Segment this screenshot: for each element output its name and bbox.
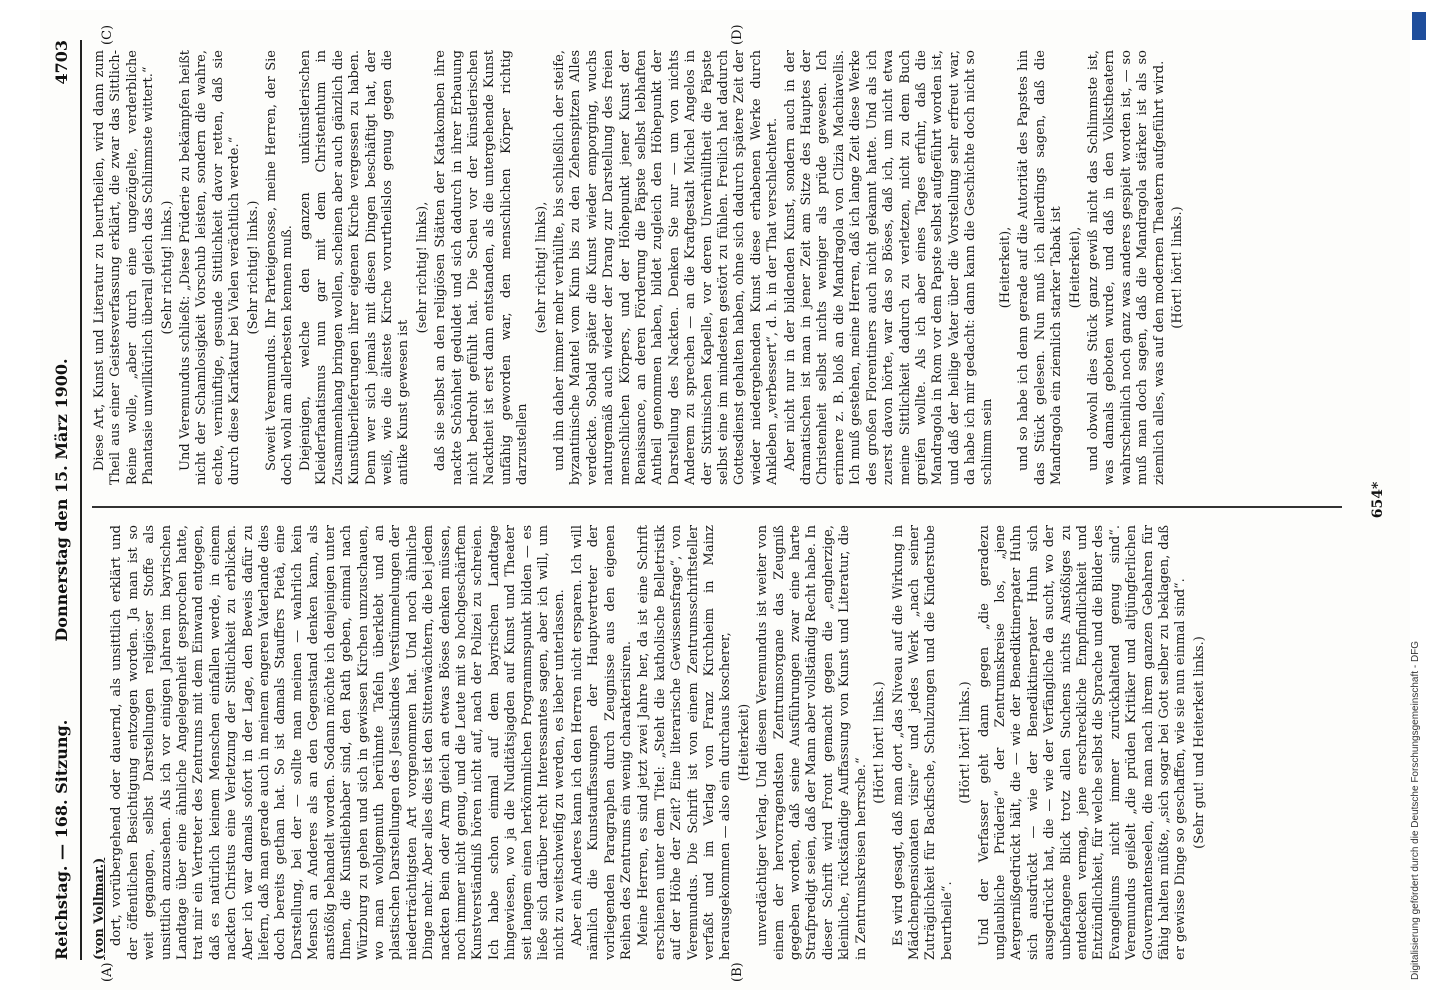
scanned-page (40, 10, 1410, 990)
page-header (48, 40, 76, 960)
paragraph: Aber ein Anderes kann ich den Herren nicht ersparen. Ich will nämlich die Kunstauffassungen der Hauptvertreter der vorliegenden Paragraphen durch Zeugnisse aus den eigenen Reihen des Zentrums ein wenig charakterisiren. (569, 525, 634, 960)
interjection: (Heiterkeit), (997, 226, 1013, 309)
margin-mark-a: (A) (100, 962, 115, 982)
header-date: Donnerstag den 15. März 1900. (52, 358, 71, 642)
interjection: (Sehr richtig! links.) (245, 200, 261, 335)
interjection: (sehr richtig! links), (533, 201, 549, 334)
interjection: (Heiterkeit) (736, 703, 752, 782)
header-rule (80, 40, 82, 960)
interjection: (Sehr richtig! links.) (159, 200, 175, 335)
paragraph: Und der Verfasser geht dann gegen „die geradezu unglaubliche Prüderie“ der Zentrumskreise los, „jene Aergernißgedrückt hält, die — wie der Benediktinerpater Huhn sich ausdrückt — wie der Benediktinerpater Huhn sich ausgedrückt hat, die — wie der Verfängliche da sucht, wo der unbefangene Blick trotz allen Suchens nichts Anstößiges zu entdecken vermag, jene erschreckliche Empfindlichkeit und Entzündlichkeit, für welche selbst die Sprache und die Bilder des Evangeliums nicht immer zurückhaltend genug sind“. Veremundus geißelt „die prüden Kritiker und altjüngferlichen Gouvernantenseelen, die man nach ihrem ganzen Gebahren für fähig halten müßte, „sich sogar bei Gott selber zu beklagen, daß er gewisse Dinge so geschaffen, wie sie nun einmal sind“. (976, 525, 1189, 960)
paragraph: Aber nicht nur in der bildenden Kunst, sondern auch in der dramatischen ist man in jener Zeit am Sitze des Hauptes der Christenheit selbst nichts weniger als prüde gewesen. Ich erinnere z. B. bloß an die Mandragola von Clizia Machiavellis. Ich muß gestehen, meine Herren, daß ich lange Zeit diese Werke des großen Florentiners auch nicht gekannt hatte. Und als ich zuerst davon hörte, war das so Böses, daß ich, um nicht etwa meine Sittlichkeit dadurch zu verletzen, nicht zu dem Buch greifen wollte. Als ich aber eines Tages erfuhr, daß die Mandragola in Rom vor dem Papste selbst aufgeführt worden ist, und daß der heilige Vater über die Vorstellung sehr erfreut war, da habe ich mir gedacht: dann kann die Geschichte doch nicht so schlimm sein (782, 50, 995, 485)
header-page-number: 4703 (52, 40, 71, 85)
interjection: (Heiterkeit), (1067, 226, 1083, 309)
column-divider (92, 506, 1342, 508)
margin-mark-d: (D) (730, 24, 745, 45)
dfg-credit-text: Digitalisierung gefördert durch die Deutsche Forschungsgemeinschaft - DFG (1410, 640, 1421, 980)
paragraph: daß sie selbst an den religiösen Stätten der Katakomben ihre nackte Schönheit geduldet und sich dadurch in ihrer Erbauung nicht bedroht gefühlt hat. Die Scheu vor der künstlerischen Nacktheit ist erst dann entstanden, als die untergehende Kunst unfähig geworden war, den menschlichen Körper richtig darzustellen (433, 50, 531, 485)
margin-mark-b: (B) (730, 962, 745, 982)
paragraph: Diejenigen, welche den ganzen unkünstlerischen Kleiderfanatismus nun gar mit dem Christenthum in Zusammenhang bringen wollen, scheinen aber auch gänzlich die Kunstüberlieferungen ihrer eigenen Kirche vergessen zu haben. Denn wer sich jemals mit diesen Dingen beschäftigt hat, der weiß, wie die älteste Kirche vorurtheilslos genug gegen die antike Kunst gewesen ist (297, 50, 412, 485)
footer-page-ref: 654* (1370, 481, 1386, 519)
header-session: Reichstag. — 168. Sitzung. (52, 719, 71, 960)
paragraph: und so habe ich denn gerade auf die Autorität des Papstes hin das Stück gelesen. Nun muß ich allerdings sagen, daß die Mandragola ein ziemlich starker Tabak ist (1016, 50, 1065, 485)
paragraph: unverdächtiger Verlag. Und diesem Veremundus ist weiter von einem der hervorragendsten Zentrumsorgane das Zeugniß gegeben worden, daß seine Ausführungen zwar eine harte Strafpredigt seien, daß der Mann aber vollständig Recht habe. In dieser Schrift wird Front gemacht gegen die „engherzige, kleinliche, rückständige Auffassung von Kunst und Literatur, die in Zentrumskreisen herrsche.“ (755, 525, 869, 960)
interjection: (Hört! hört! links.) (872, 681, 888, 804)
interjection: (Sehr gut! und Heiterkeit links.) (1191, 636, 1207, 849)
interjection: (Hört! hört! links.) (1170, 206, 1185, 329)
paragraph: und ihn daher immer mehr verhüllte, bis schließlich der steife, byzantinische Mantel vom Kinn bis zu den Zehenspitzen Alles verdeckte. Sobald später die Kunst wieder emporging, wuchs naturgemäß auch wieder der Drang zur Darstellung des freien menschlichen Körpers, und der Höhepunkt jener Kunst der Renaissance, an deren Förderung die Päpste selbst lebhaften Antheil genommen haben, bildet zugleich den Höhepunkt der Darstellung des Nackten. Denken Sie nur — um von nichts Anderem zu sprechen — an die Kraftgestalt Michel Angelos in der Sixtinischen Kapelle, vor deren Unverhülltheit die Päpste selbst eine im mindesten gestört zu fühlen. Freilich hat dadurch Gottesdienst gehalten haben, ohne sich dadurch spätere Zeit der wieder niedergehenden Kunst diese erhabenen Werke durch Ankleben „verbessert“, d. h. in der That verschlechtert. (551, 50, 781, 485)
paragraph: Meine Herren, es sind jetzt zwei Jahre her, da ist eine Schrift erschienen unter dem Titel: „Steht die katholische Belletristik auf der Höhe der Zeit? Eine literarische Gewissensfrage“, von Veremundus. Die Schrift ist von einem Zentrumsschriftsteller verfaßt und im Verlag von Franz Kirchheim in Mainz herausgekommen — also ein durchaus koscherer, (636, 525, 734, 960)
paragraph: dort, vorübergehend oder dauernd, als unsittlich erklärt und der öffentlichen Besichtigung entzogen worden. Ja man ist so weit gegangen, selbst Darstellungen religiöser Stoffe als unsittlich anzusehen. Als ich vor einigen Jahren im bayrischen Landtage über eine ähnliche Angelegenheit gesprochen hatte, trat mir ein Vertreter des Zentrums mit dem Einwand entgegen, daß es natürlich keinem Menschen einfallen werde, in einem nackten Christus eine Verletzung der Sittlichkeit zu erblicken. Aber ich war damals sofort in der Lage, den Beweis dafür zu liefern, daß man gerade auch in meinem engeren Vaterlande dies doch bereits gethan hat. So ist damals Stauffers Pietà, eine Darstellung, bei der — sollte man meinen — wahrlich kein Mensch an Anderes als an den Gegenstand denken kann, als anstößig behandelt worden. Sodann möchte ich denjenigen unter Ihnen, die Kunstliebhaber sind, den Rath geben, einmal nach Würzburg zu gehen und sich in gewissen Kirchen umzuschauen, wo man wohlgemuth berühmte Tafeln überklebt und an plastischen Darstellungen des Jesuskindes Verstümmelungen der niederträchtigsten Art vorgenommen hat. Und noch ähnliche Dinge mehr. Aber alles dies ist den Sittenwächtern, die bei jedem nackten Bein oder Arm gleich an etwas Böses denken müssen, noch immer nicht genug, und die Leute mit so hochgeschärftem Kunstverständniß hören nicht auf, nach der Polizei zu schreien. Ich habe schon einmal auf dem bayrischen Landtage hingewiesen, wo ja die Nuditätsjagden auf Kunst und Theater seit langem einen herkömmlichen Programmspunkt bilden — es ließe sich darüber recht Interessantes sagen, aber ich will, um nicht zu weitschweifig zu werden, es lieber unterlassen. (109, 525, 568, 960)
interjection: (Hört! hört! links.) (958, 681, 974, 804)
interjection: (sehr richtig! links), (414, 201, 430, 334)
paragraph: Und Veremundus schließt: „Diese Prüderie zu bekämpfen heißt nicht der Schamlosigkeit Vorschub leisten, sondern die wahre, echte, vernünftige, gesunde Sittlichkeit davor retten, daß sie durch diese Karikatur bei Vielen verächtlich werde.“ (178, 50, 243, 485)
left-text-column (92, 525, 1342, 960)
paragraph: und obwohl dies Stück ganz gewiß nicht das Schlimmste ist, was damals geboten wurde, und daß in den Volkstheatern wahrscheinlich noch ganz was anderes gespielt worden ist, — so muß man doch sagen, daß die Mandragola stärker ist als so ziemlich alles, was auf den modernen Theatern aufgeführt wird. (1085, 50, 1167, 485)
margin-mark-c: (C) (100, 24, 115, 45)
paragraph: Es wird gesagt, daß man dort „das Niveau auf die Wirkung in Mädchenpensionaten visire“ und jedes Werk „nach seiner Zuträglichkeit für Backfische, Schulzungen und die Kinderstube beurtheile“. (890, 525, 955, 960)
right-text-column (92, 50, 1342, 485)
rotated-page (40, 10, 1410, 990)
paragraph: Diese Art, Kunst und Literatur zu beurtheilen, wird dann zum Theil aus einer Geistesverfassung erklärt, die zwar das Sittlich-Reine wolle, „aber durch eine ungezügelte, verderbliche Phantasie unwillkürlich überall gleich das Schlimmste wittert.“ (92, 50, 157, 485)
paragraph: Soweit Veremundus. Ihr Parteigenosse, meine Herren, der Sie doch wohl am allerbesten kennen muß. (264, 50, 296, 485)
speaker-label: (von Vollmar.) (92, 857, 107, 960)
dfg-sidebar (1410, 10, 1430, 990)
